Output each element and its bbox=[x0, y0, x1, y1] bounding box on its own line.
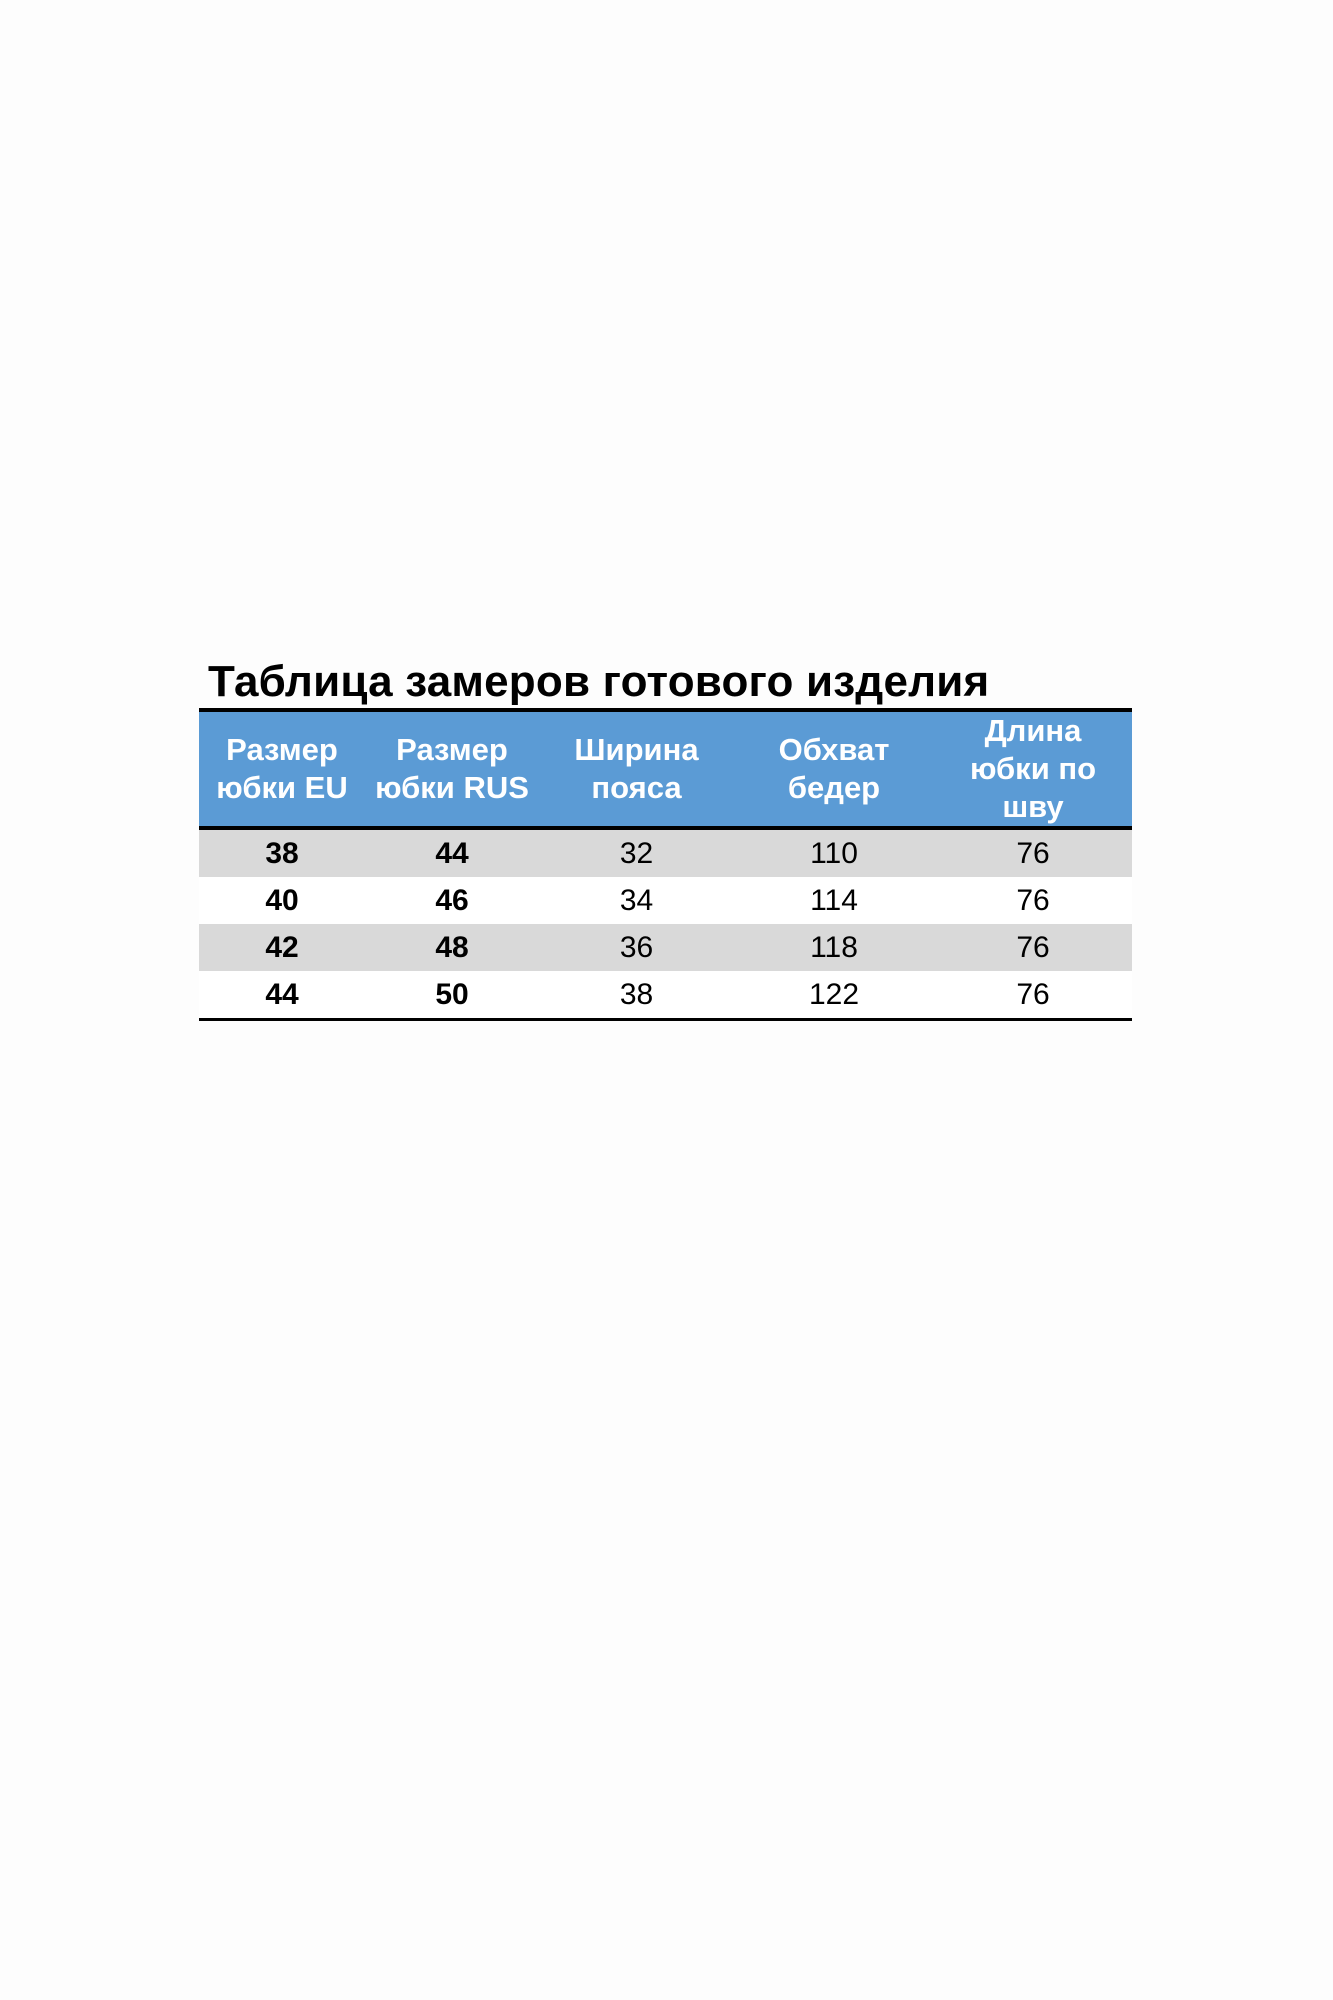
cell-skirt-length: 76 bbox=[1016, 837, 1050, 870]
table-row bbox=[199, 971, 1132, 1020]
cell-skirt-length: 76 bbox=[934, 971, 1132, 1020]
cell-hip-girth: 118 bbox=[810, 931, 858, 964]
cell-hip-girth: 110 bbox=[810, 837, 858, 870]
size-chart-table bbox=[199, 708, 1132, 1021]
header-waist-width: Ширина пояса bbox=[539, 710, 734, 828]
cell-size-rus: 46 bbox=[435, 884, 469, 917]
header-size-eu: Размер юбки EU bbox=[199, 710, 365, 828]
cell-waist-width: 36 bbox=[619, 931, 654, 964]
header-hip-girth: Обхват бедер bbox=[734, 710, 934, 828]
cell-size-eu: 40 bbox=[265, 884, 299, 917]
cell-hip-girth: 114 bbox=[810, 884, 858, 917]
cell-size-rus: 50 bbox=[365, 971, 539, 1020]
cell-size-rus: 44 bbox=[435, 837, 469, 870]
page-title: Таблица замеров готового изделия bbox=[208, 657, 990, 706]
header-size-rus: Размер юбки RUS bbox=[365, 710, 539, 828]
cell-waist-width: 32 bbox=[619, 837, 654, 870]
cell-size-eu: 42 bbox=[265, 931, 299, 964]
header-skirt-length: Длина юбки по шву bbox=[934, 710, 1132, 828]
table-header-row bbox=[199, 710, 1132, 828]
cell-size-eu: 44 bbox=[199, 971, 365, 1020]
table-row bbox=[199, 877, 1132, 924]
cell-waist-width: 34 bbox=[619, 884, 654, 917]
cell-skirt-length: 76 bbox=[1016, 884, 1050, 917]
cell-size-rus: 48 bbox=[435, 931, 469, 964]
table-row bbox=[199, 924, 1132, 971]
cell-size-eu: 38 bbox=[265, 837, 299, 870]
table-row bbox=[199, 828, 1132, 877]
cell-skirt-length: 76 bbox=[1016, 931, 1050, 964]
cell-hip-girth: 122 bbox=[734, 971, 934, 1020]
cell-waist-width: 38 bbox=[539, 971, 734, 1020]
